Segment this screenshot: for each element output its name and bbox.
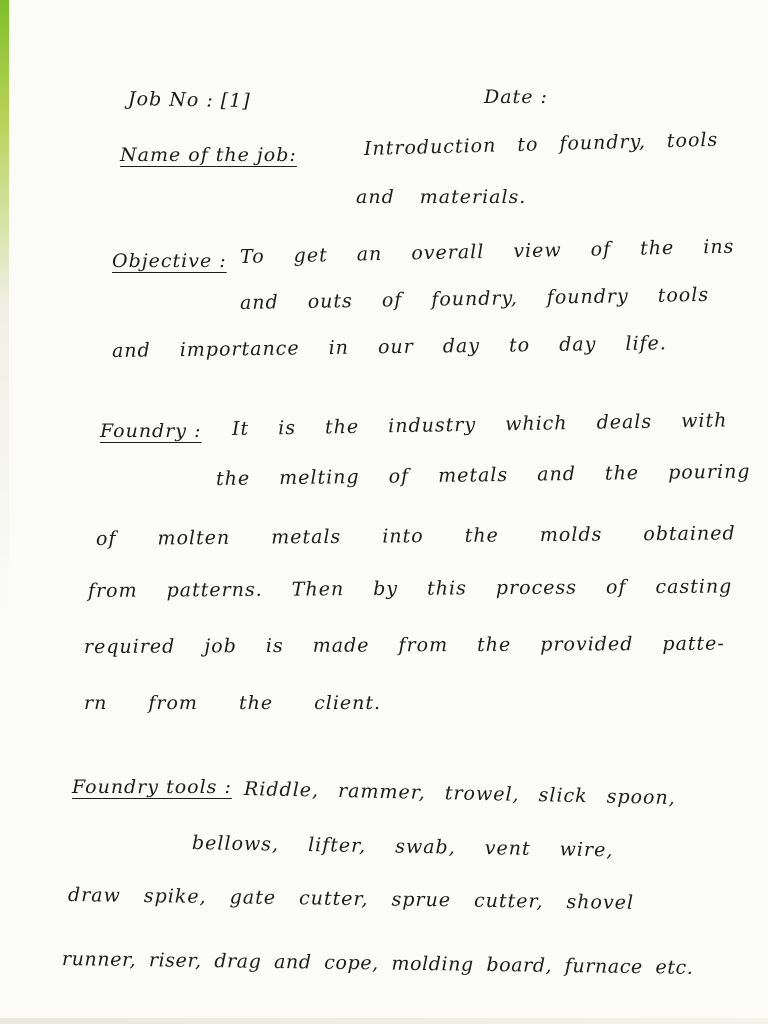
objective-label: Objective : — [112, 250, 227, 272]
objective-line-1: To get an overall view of the ins — [239, 235, 735, 268]
foundry-line-6: rn from the client. — [84, 692, 382, 714]
foundry-tools-line-3: draw spike, gate cutter, sprue cutter, shovel — [67, 884, 635, 914]
foundry-tools-line-2: bellows, lifter, swab, vent wire, — [191, 832, 614, 862]
foundry-line-3: of molten metals into the molds obtained — [95, 522, 736, 550]
date-label: Date : — [484, 86, 548, 108]
foundry-line-4: from patterns. Then by this process of casting — [87, 575, 733, 602]
foundry-line-5: required job is made from the provided patte- — [83, 632, 725, 658]
foundry-label: Foundry : — [100, 420, 202, 442]
foundry-tools-line-1: Riddle, rammer, trowel, slick spoon, — [243, 778, 676, 810]
job-number: Job No : [1] — [127, 88, 251, 113]
objective-line-2: and outs of foundry, foundry tools — [239, 283, 710, 314]
name-of-job-line-1: Introduction to foundry, tools — [363, 128, 719, 160]
objective-line-3: and importance in our day to day life. — [111, 332, 668, 362]
name-of-job-label: Name of the job: — [120, 144, 297, 166]
foundry-tools-line-4: runner, riser, drag and cope, molding board, furnace etc. — [61, 948, 694, 979]
name-of-job-line-2: and materials. — [356, 186, 527, 208]
foundry-line-2: the melting of metals and the pouring — [215, 460, 751, 490]
foundry-tools-label: Foundry tools : — [72, 776, 232, 798]
foundry-line-1: It is the industry which deals with — [231, 409, 728, 440]
